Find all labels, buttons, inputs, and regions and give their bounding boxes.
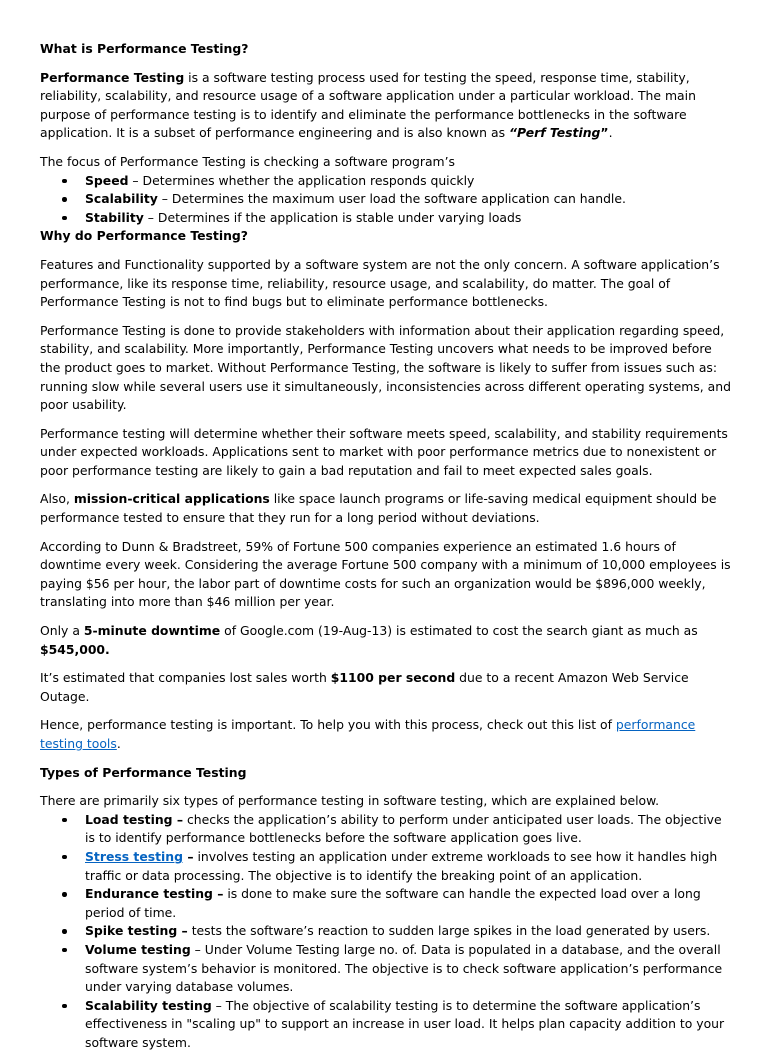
why-paragraph-3: Performance testing will determine whether their software meets speed, scalability, and stability requirements under expected workloads. Applications sent to market with poor performance metrics due to nonexistent or poor performance testing are likely to gain a bad reputation and fail to meet expected sales goals. xyxy=(40,425,728,478)
focus-term: Speed xyxy=(85,172,129,188)
types-list xyxy=(40,811,735,1053)
stress-testing-link[interactable]: Stress testing xyxy=(85,848,183,864)
why-p8-post: . xyxy=(116,736,121,751)
why-p7-post: due to a recent Amazon Web Service Outage. xyxy=(40,670,689,704)
type-term: Load testing – xyxy=(85,811,184,827)
why-paragraph-8 xyxy=(40,716,735,753)
why-paragraph-7 xyxy=(40,669,735,706)
focus-item xyxy=(85,209,735,228)
why-p6-pre: Only a xyxy=(40,623,84,639)
type-item-stress xyxy=(85,848,735,885)
alias-quote-open: “ xyxy=(508,125,517,141)
type-desc: checks the application’s ability to perform under anticipated user loads. The objective is to identify performance bottlenecks before the software application goes live. xyxy=(85,811,722,846)
type-term-suffix: – xyxy=(183,848,194,864)
type-item-volume xyxy=(85,941,735,997)
intro-bold-term: Performance Testing xyxy=(40,69,185,85)
focus-term: Stability xyxy=(85,209,144,225)
alias-term: Perf Testing xyxy=(516,125,601,141)
intro-paragraph xyxy=(40,69,735,143)
document-page xyxy=(40,40,735,1053)
performance-testing-tools-link[interactable]: performance testing tools xyxy=(40,717,696,751)
why-p6-bold-1: 5-minute downtime xyxy=(83,623,221,639)
why-paragraph-6 xyxy=(40,622,735,659)
type-desc: – The objective of scalability testing is to determine the software application’s effectiveness in "scaling up" to support an increase in user load. It helps plan capacity addition to your software system. xyxy=(85,997,725,1050)
why-paragraph-5: According to Dunn & Bradstreet, 59% of Fortune 500 companies experience an estimated 1.6 hours of downtime every week. Considering the average Fortune 500 company with a minimum of 10,000 employees is paying $56 per hour, the labor part of downtime costs for such an organization would be $896,000 weekly, translating into more than $46 million per year. xyxy=(40,538,731,610)
why-p4-pre: Also, xyxy=(40,491,74,507)
type-term: Scalability testing xyxy=(85,997,212,1013)
focus-desc: – Determines if the application is stable under varying loads xyxy=(143,209,522,225)
focus-desc: – Determines the maximum user load the software application can handle. xyxy=(157,191,626,207)
type-item-endurance xyxy=(85,885,735,922)
focus-lead: The focus of Performance Testing is checking a software program’s xyxy=(40,153,455,169)
type-desc: tests the software’s reaction to sudden large spikes in the load generated by users. xyxy=(187,923,711,939)
focus-item xyxy=(85,172,735,191)
focus-list xyxy=(40,172,735,228)
heading-why: Why do Performance Testing? xyxy=(40,228,248,244)
intro-text: is a software testing process used for testing the speed, response time, stability, reliability, scalability, and resource usage of a software application under a particular workload. The main purpose of performance testing is to identify and eliminate the performance bottlenecks in the software application. It is a subset of performance engineering and is also known as xyxy=(40,69,696,141)
why-p6-mid: of Google.com (19-Aug-13) is estimated to cost the search giant as much as xyxy=(220,623,698,639)
type-item-load xyxy=(85,811,735,848)
type-item-scalability xyxy=(85,997,735,1053)
why-p6-bold-2: $545,000. xyxy=(40,641,110,657)
type-item-spike xyxy=(85,922,735,941)
focus-item xyxy=(85,190,735,209)
focus-term: Scalability xyxy=(85,191,158,207)
why-paragraph-4 xyxy=(40,490,735,527)
why-p4-bold: mission-critical applications xyxy=(73,491,270,507)
alias-quote-close: ” xyxy=(600,125,609,141)
why-paragraph-1: Features and Functionality supported by a software system are not the only concern. A software application’s performance, like its response time, reliability, resource usage, and scalability, do matter. The goal of Performance Testing is not to find bugs but to eliminate performance bottlenecks. xyxy=(40,256,720,310)
type-term: Endurance testing – xyxy=(85,886,224,902)
type-term: Volume testing xyxy=(85,941,191,957)
why-paragraph-2: Performance Testing is done to provide stakeholders with information about their application regarding speed, stability, and scalability. More importantly, Performance Testing uncovers what needs to be improved before the product goes to market. Without Performance Testing, the software is likely to suffer from issues such as: running slow while several users use it simultaneously, inconsistencies across different operating systems, and poor usability. xyxy=(40,322,731,413)
why-p7-bold: $1100 per second xyxy=(330,670,456,686)
type-desc: – Under Volume Testing large no. of. Data is populated in a database, and the overall software system’s behavior is monitored. The objective is to check software application’s performance under varying database volumes. xyxy=(85,941,723,995)
why-p7-pre: It’s estimated that companies lost sales worth xyxy=(40,670,331,686)
heading-what-is: What is Performance Testing? xyxy=(40,41,249,56)
type-term: Spike testing – xyxy=(85,923,188,939)
focus-desc: – Determines whether the application responds quickly xyxy=(128,172,475,188)
heading-types: Types of Performance Testing xyxy=(40,764,247,780)
why-p4-post: like space launch programs or life-saving medical equipment should be performance tested to ensure that they run for a long period without deviations. xyxy=(40,491,717,526)
type-desc: involves testing an application under extreme workloads to see how it handles high traffic or data processing. The objective is to identify the breaking point of an application. xyxy=(85,848,718,883)
types-lead: There are primarily six types of performance testing in software testing, which are explained below. xyxy=(40,793,660,809)
intro-end: . xyxy=(608,125,613,141)
type-desc: is done to make sure the software can handle the expected load over a long period of time. xyxy=(85,886,701,920)
why-p8-pre: Hence, performance testing is important. To help you with this process, check out this list of xyxy=(40,717,616,733)
